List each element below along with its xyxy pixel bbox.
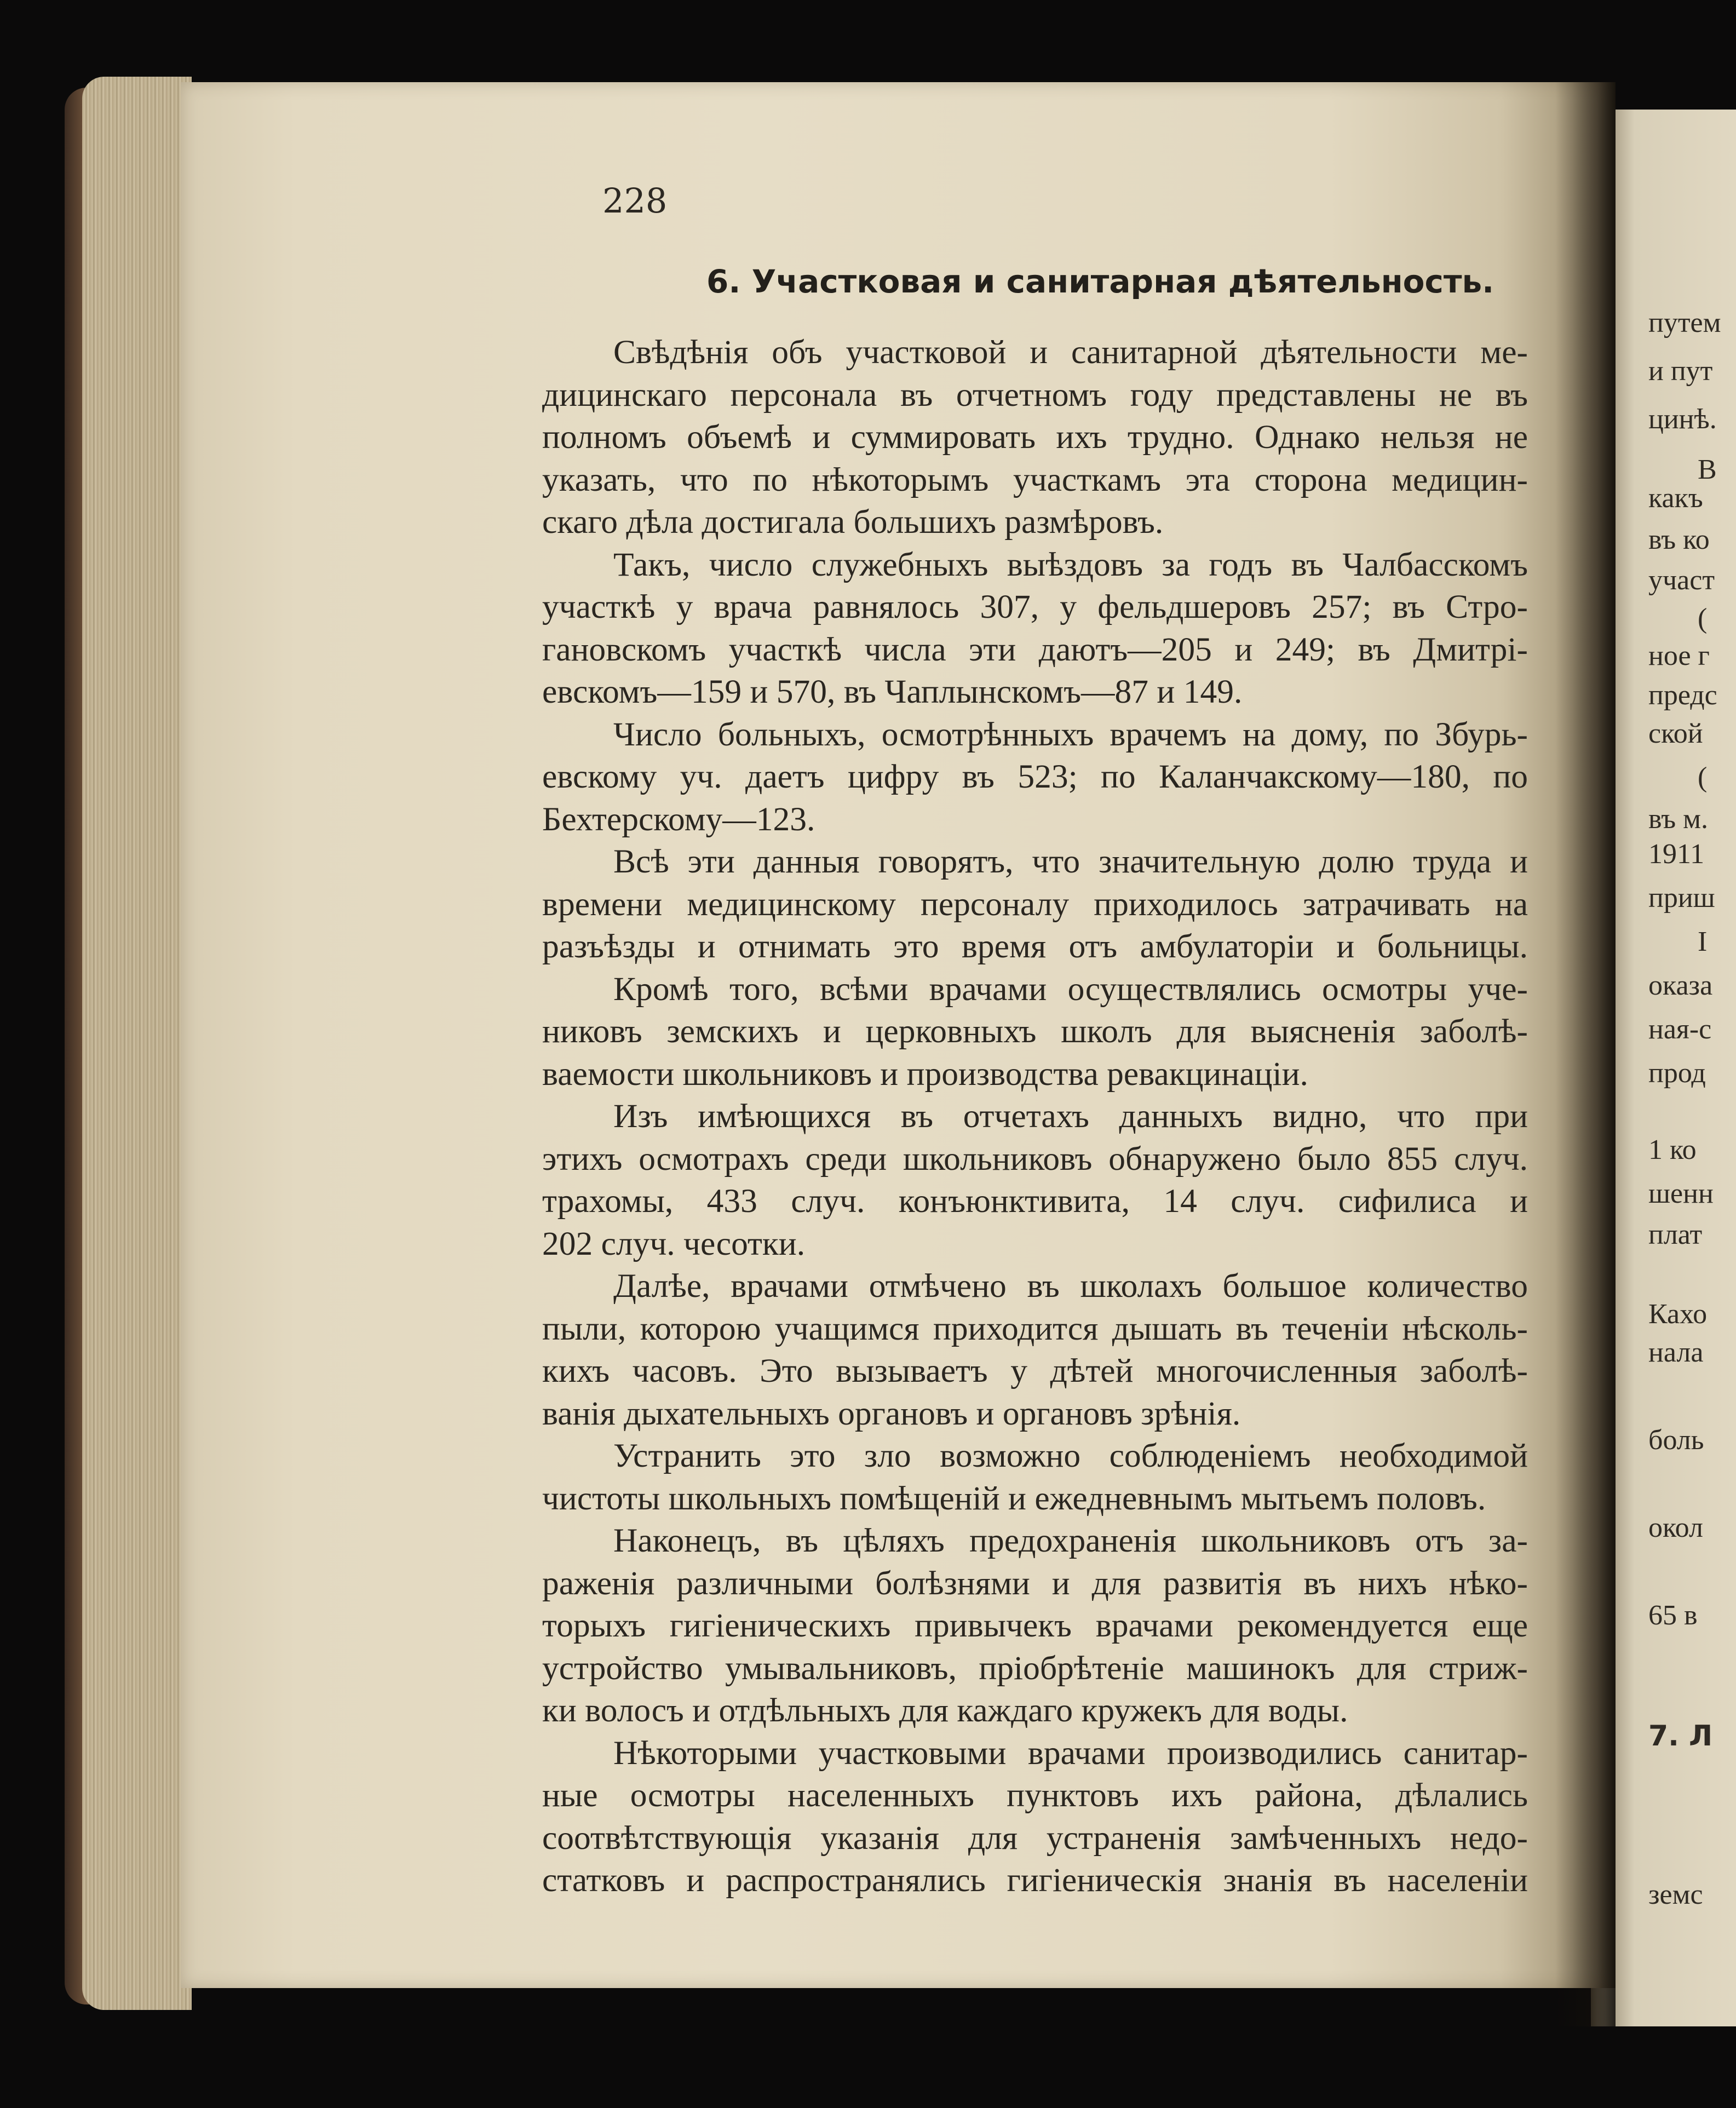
- text-line: Наконецъ, въ цѣляхъ предохраненія школьниковъ отъ за-: [613, 1522, 1528, 1559]
- text-line: Такъ, число служебныхъ выѣздовъ за годъ въ Чалбасскомъ: [613, 545, 1528, 583]
- text-line: полномъ объемѣ и суммировать ихъ трудно. Однако нельзя не: [542, 418, 1528, 456]
- right-fragment: ской: [1648, 718, 1703, 749]
- text-line: ные осмотры населенныхъ пунктовъ ихъ района, дѣлались: [542, 1777, 1528, 1814]
- text-line: указать, что по нѣкоторымъ участкамъ эта сторона медицин-: [542, 461, 1528, 498]
- right-fragment: и пут: [1648, 355, 1713, 387]
- right-fragment: плат: [1648, 1219, 1703, 1250]
- section-heading: 6. Участковая и санитарная дѣятельность.: [706, 263, 1494, 300]
- right-fragment: ное г: [1648, 640, 1710, 671]
- spine-shadow: [1555, 82, 1616, 2026]
- text-line: времени медицинскому персоналу приходилось затрачивать на: [542, 885, 1528, 923]
- text-line: евскому уч. даетъ цифру въ 523; по Каланчакскому—180, по: [542, 758, 1528, 795]
- page-edges: [82, 77, 192, 2010]
- text-line: скаго дѣла достигала большихъ размѣровъ.: [542, 503, 1164, 541]
- right-fragment: (: [1698, 762, 1708, 793]
- text-line: статковъ и распространялись гигіеническія знанія въ населеніи: [542, 1862, 1528, 1899]
- text-line: Число больныхъ, осмотрѣнныхъ врачемъ на дому, по Збурь-: [613, 715, 1528, 753]
- right-fragment: путем: [1648, 307, 1721, 338]
- right-fragment: прод: [1648, 1058, 1706, 1089]
- text-line: ванія дыхательныхъ органовъ и органовъ зрѣнія.: [542, 1394, 1241, 1432]
- right-fragment: В: [1698, 454, 1717, 485]
- text-line: Всѣ эти данныя говорятъ, что значительную долю труда и: [613, 843, 1528, 880]
- right-fragment: 65 в: [1648, 1600, 1698, 1631]
- text-line: чистоты школьныхъ помѣщеній и ежедневнымъ мытьемъ половъ.: [542, 1479, 1486, 1517]
- right-fragment: Кахо: [1648, 1299, 1708, 1330]
- text-line: соотвѣтствующія указанія для устраненія замѣченныхъ недо-: [542, 1819, 1528, 1857]
- right-fragment: участ: [1648, 565, 1715, 596]
- right-fragment: цинѣ.: [1648, 404, 1717, 435]
- text-line: разъѣзды и отнимать это время отъ амбулаторіи и больницы.: [542, 928, 1528, 965]
- text-line: ваемости школьниковъ и производства ревакцинаціи.: [542, 1055, 1308, 1093]
- right-fragment: земс: [1648, 1879, 1703, 1910]
- text-line: Устранить это зло возможно соблюденіемъ необходимой: [613, 1437, 1528, 1474]
- right-fragment: какъ: [1648, 483, 1703, 514]
- text-line: торыхъ гигіеническихъ привычекъ врачами рекомендуется еще: [542, 1607, 1528, 1644]
- right-fragment: боль: [1648, 1425, 1704, 1456]
- right-fragment: въ м.: [1648, 803, 1709, 835]
- text-line: ки волосъ и отдѣльныхъ для каждаго кружекъ для воды.: [542, 1692, 1348, 1729]
- right-fragment: 1911: [1648, 838, 1705, 870]
- text-line: Кромѣ того, всѣми врачами осуществлялись осмотры уче-: [613, 970, 1528, 1008]
- text-line: устройство умывальниковъ, пріобрѣтеніе машинокъ для стриж-: [542, 1649, 1528, 1687]
- right-fragment: въ ко: [1648, 524, 1710, 555]
- right-fragment: нала: [1648, 1337, 1704, 1368]
- right-fragment: (: [1698, 603, 1708, 634]
- text-line: пыли, которою учащимся приходится дышать въ теченіи нѣсколь-: [542, 1309, 1528, 1347]
- right-fragment: оказа: [1648, 970, 1713, 1001]
- right-fragment: ная-с: [1648, 1014, 1712, 1045]
- text-line: этихъ осмотрахъ среди школьниковъ обнаружено было 855 случ.: [542, 1140, 1528, 1178]
- text-line: Свѣдѣнія объ участковой и санитарной дѣятельности ме-: [613, 334, 1528, 371]
- text-line: трахомы, 433 случ. конъюнктивита, 14 случ. сифилиса и: [542, 1182, 1528, 1220]
- text-line: Далѣе, врачами отмѣчено въ школахъ большое количество: [613, 1267, 1528, 1305]
- page-number: 228: [602, 181, 668, 221]
- body-text: [542, 331, 1528, 1902]
- text-line: раженія различными болѣзнями и для развитія въ нихъ нѣко-: [542, 1564, 1528, 1602]
- text-line: 202 случ. чесотки.: [542, 1225, 806, 1262]
- text-line: Нѣкоторыми участковыми врачами производились санитар-: [613, 1734, 1528, 1772]
- right-fragment: 7. Л: [1648, 1720, 1713, 1753]
- right-fragment: окол: [1648, 1512, 1703, 1543]
- right-fragment: I: [1698, 926, 1708, 957]
- text-line: дицинскаго персонала въ отчетномъ году представлены не въ: [542, 376, 1528, 413]
- right-fragment: приш: [1648, 882, 1715, 914]
- right-fragment: предс: [1648, 680, 1717, 711]
- text-line: никовъ земскихъ и церковныхъ школъ для выясненія заболѣ-: [542, 1013, 1528, 1050]
- right-fragment: шенн: [1648, 1178, 1714, 1209]
- text-line: участкѣ у врача равнялось 307, у фельдшеровъ 257; въ Стро-: [542, 588, 1528, 625]
- text-line: Бехтерскому—123.: [542, 800, 815, 838]
- text-line: кихъ часовъ. Это вызываетъ у дѣтей многочисленныя заболѣ-: [542, 1352, 1528, 1389]
- right-fragment: 1 ко: [1648, 1134, 1697, 1165]
- text-line: евскомъ—159 и 570, въ Чаплынскомъ—87 и 149.: [542, 673, 1243, 710]
- text-line: Изъ имѣющихся въ отчетахъ данныхъ видно, что при: [613, 1098, 1528, 1135]
- text-line: гановскомъ участкѣ числа эти даютъ—205 и 249; въ Дмитрі-: [542, 630, 1528, 668]
